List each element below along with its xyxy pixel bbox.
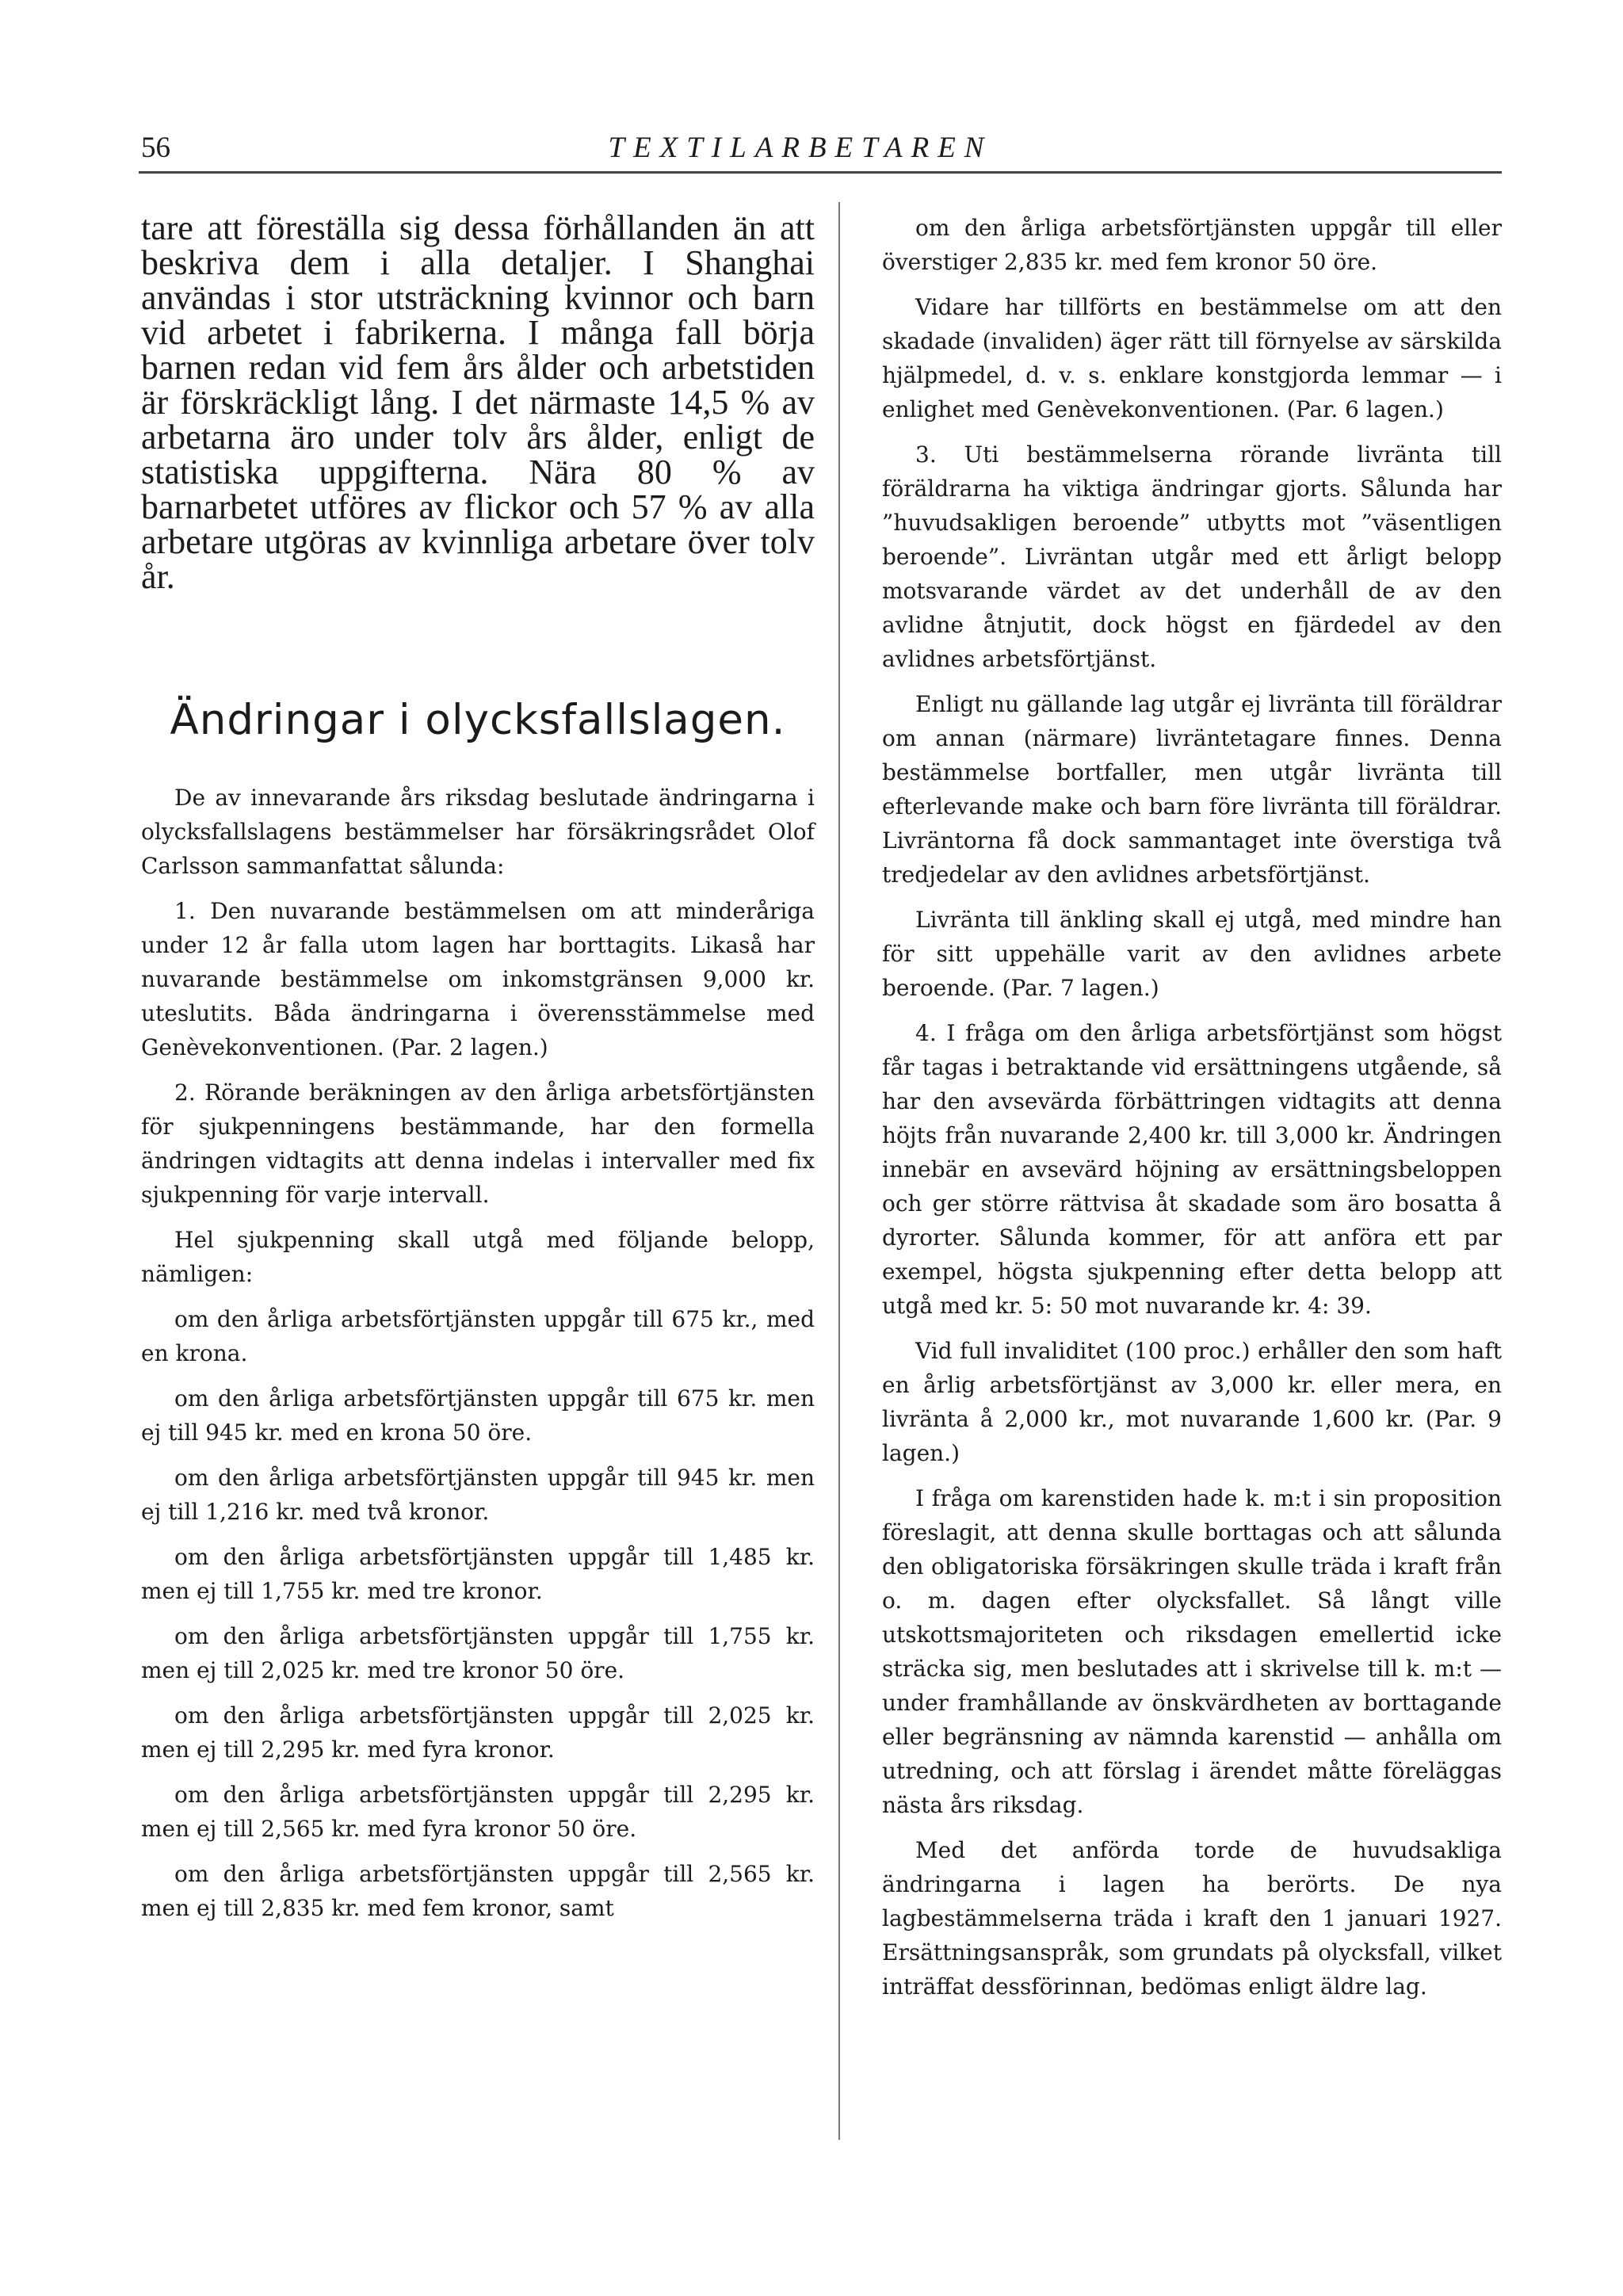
article-closing-paragraph: Med det anförda torde de huvudsakliga ändringarna i lagen ha berörts. De nya lagbestämmelserna träda i kraft den 1 januari 1927. Ersättningsanspråk, som grundats på olycksfall, vilket inträffat dessförinnan, bedömas enligt äldre lag.: [882, 1837, 1502, 2000]
running-title: TEXTILARBETAREN: [608, 132, 993, 164]
sickpay-rate-item: om den årliga arbetsförtjänsten uppgår till 1,755 kr. men ej till 2,025 kr. med tre kronor 50 öre.: [141, 1623, 815, 1683]
right-column: [882, 211, 1502, 2015]
sickpay-rate-item: om den årliga arbetsförtjänsten uppgår till 675 kr. men ej till 945 kr. med en krona 50 öre.: [141, 1385, 815, 1446]
article-paragraph: Hel sjukpenning skall utgå med följande belopp, nämligen:: [141, 1227, 815, 1287]
article-paragraph: 1. Den nuvarande bestämmelsen om att minderåriga under 12 år falla utom lagen har borttagits. Likaså har nuvarande bestämmelse om inkomstgränsen 9,000 kr. uteslutits. Båda ändringarna i överensstämmelse med Genèvekonventionen. (Par. 2 lagen.): [141, 898, 815, 1060]
article-paragraph: 2. Rörande beräkningen av den årliga arbetsförtjänsten för sjukpenningens bestämmande, har den formella ändringen vidtagits att denna indelas i intervaller med fix sjukpenning för varje intervall.: [141, 1079, 815, 1208]
article-paragraph: Livränta till änkling skall ej utgå, med mindre han för sitt uppehälle varit av den avlidnes arbete beroende. (Par. 7 lagen.): [882, 907, 1502, 1001]
sickpay-rate-item: om den årliga arbetsförtjänsten uppgår till 2,025 kr. men ej till 2,295 kr. med fyra kronor.: [141, 1702, 815, 1763]
sickpay-rate-item: om den årliga arbetsförtjänsten uppgår till 1,485 kr. men ej till 1,755 kr. med tre kronor.: [141, 1544, 815, 1604]
sickpay-rate-item: om den årliga arbetsförtjänsten uppgår till 945 kr. men ej till 1,216 kr. med två kronor.: [141, 1465, 815, 1525]
left-column: [141, 208, 815, 1936]
article-intro-paragraph: De av innevarande års riksdag beslutade ändringarna i olycksfallslagens bestämmelser har försäkringsrådet Olof Carlsson sammanfattat sålunda:: [141, 785, 815, 879]
article-paragraph: I fråga om karenstiden hade k. m:t i sin proposition föreslagit, att denna skulle borttagas och att sålunda den obligatoriska försäkringen skulle träda i kraft från o. m. dagen efter olycksfallet. Så långt ville utskottsmajoriteten och riksdagen emellertid icke sträcka sig, men beslutades att i skrivelse till k. m:t — under framhållande av önskvärdheten av borttagande eller begränsning av nämnda karenstid — anhålla om utredning, och att förslag i ärendet måtte föreläggas nästa års riksdag.: [882, 1485, 1502, 1818]
sickpay-rate-item: om den årliga arbetsförtjänsten uppgår till 2,565 kr. men ej till 2,835 kr. med fem kronor, samt: [141, 1861, 815, 1921]
column-divider: [838, 202, 840, 2140]
sickpay-rate-item: om den årliga arbetsförtjänsten uppgår till eller överstiger 2,835 kr. med fem kronor 50 öre.: [882, 215, 1502, 275]
article-paragraph: Vidare har tillförts en bestämmelse om att den skadade (invaliden) äger rätt till förnyelse av särskilda hjälpmedel, d. v. s. enklare konstgjorda lemmar — i enlighet med Genèvekonventionen. (Par. 6 lagen.): [882, 294, 1502, 422]
sickpay-rate-item: om den årliga arbetsförtjänsten uppgår till 2,295 kr. men ej till 2,565 kr. med fyra kronor 50 öre.: [141, 1782, 815, 1842]
article-paragraph: Enligt nu gällande lag utgår ej livränta till föräldrar om annan (närmare) livräntetagare finnes. Denna bestämmelse bortfaller, men utgår livränta till efterlevande make och barn före livränta till föräldrar. Livräntorna få dock sammantaget inte överstiga två tredjedelar av den avlidnes arbetsförtjänst.: [882, 691, 1502, 888]
article-heading: Ändringar i olycksfallslagen.: [170, 696, 786, 744]
article-paragraph: 3. Uti bestämmelserna rörande livränta till föräldrarna ha viktiga ändringar gjorts. Sålunda har ”huvudsakligen beroende” utbytts mot ”väsentligen beroende”. Livräntan utgår med ett årligt belopp motsvarande värdet av det underhåll de av den avlidne åtnjutit, dock högst en fjärdedel av den avlidnes arbetsförtjänst.: [882, 441, 1502, 672]
header-divider: [139, 171, 1502, 174]
sickpay-rate-item: om den årliga arbetsförtjänsten uppgår till 675 kr., med en krona.: [141, 1306, 815, 1366]
article-paragraph: 4. I fråga om den årliga arbetsförtjänst som högst får tagas i betraktande vid ersättningens utgående, så har den avsevärda förbättringen vidtagits att denna höjts från nuvarande 2,400 kr. till 3,000 kr. Ändringen innebär en avsevärd höjning av ersättningsbeloppen och ger större rättvisa åt skadade som äro bosatta å dyrorter. Sålunda kommer, för att anföra ett par exempel, högsta sjukpenning efter detta belopp att utgå med kr. 5: 50 mot nuvarande kr. 4: 39.: [882, 1020, 1502, 1319]
page-number: 56: [141, 132, 170, 164]
lead-paragraph: tare att föreställa sig dessa förhållanden än att beskriva dem i alla detaljer. I Shanghai användas i stor utsträckning kvinnor och barn vid arbetet i fabrikerna. I många fall börja barnen redan vid fem års ålder och arbetstiden är förskräckligt lång. I det närmaste 14,5 % av arbetarna äro under tolv års ålder, enligt de statistiska uppgifterna. Nära 80 % av barnarbetet utföres av flickor och 57 % av alla arbetare utgöras av kvinnliga arbetare över tolv år.: [141, 208, 815, 596]
article-paragraph: Vid full invaliditet (100 proc.) erhåller den som haft en årlig arbetsförtjänst av 3,000 kr. eller mera, en livränta å 2,000 kr., mot nuvarande 1,600 kr. (Par. 9 lagen.): [882, 1338, 1502, 1466]
